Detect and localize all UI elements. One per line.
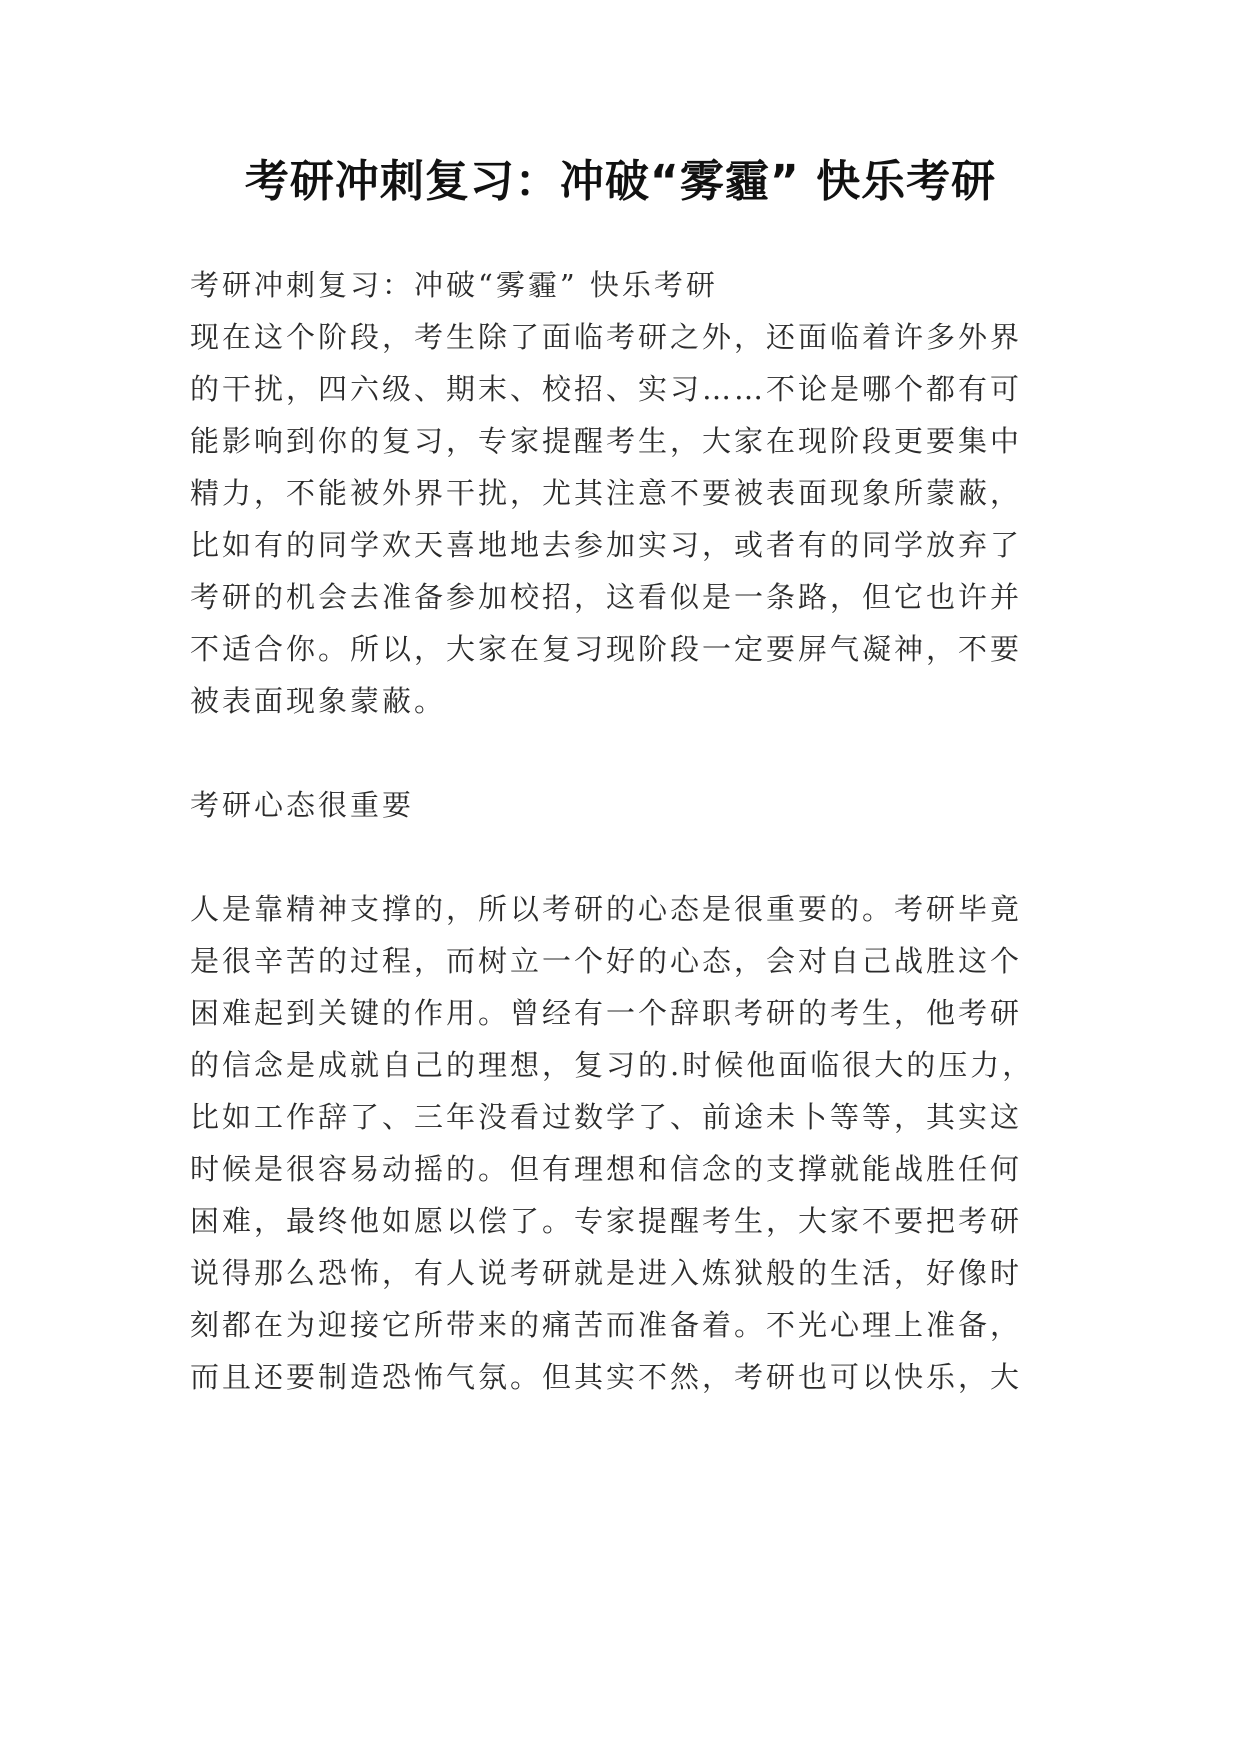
body-line: 人是靠精神支撑的，所以考研的心态是很重要的。考研毕竟 — [190, 892, 1023, 926]
body-line: 考研的机会去准备参加校招，这看似是一条路，但它也许并 — [190, 580, 1023, 614]
body-line: 被表面现象蒙蔽。 — [190, 684, 447, 718]
section-heading: 考研心态很重要 — [190, 788, 415, 822]
body-line: 的干扰，四六级、期末、校招、实习……不论是哪个都有可 — [190, 372, 1023, 406]
body-line: 是很辛苦的过程，而树立一个好的心态，会对自己战胜这个 — [190, 944, 1023, 978]
body-line: 而且还要制造恐怖气氛。但其实不然，考研也可以快乐，大 — [190, 1360, 1023, 1394]
body-line: 现在这个阶段，考生除了面临考研之外，还面临着许多外界 — [190, 320, 1023, 354]
document-title: 考研冲刺复习：冲破“雾霾” 快乐考研 — [244, 156, 997, 207]
body-line: 比如有的同学欢天喜地地去参加实习，或者有的同学放弃了 — [190, 528, 1023, 562]
body-line: 困难，最终他如愿以偿了。专家提醒考生，大家不要把考研 — [190, 1204, 1023, 1238]
body-line: 说得那么恐怖，有人说考研就是进入炼狱般的生活，好像时 — [190, 1256, 1023, 1290]
body-line: 时候是很容易动摇的。但有理想和信念的支撑就能战胜任何 — [190, 1152, 1023, 1186]
body-line: 刻都在为迎接它所带来的痛苦而准备着。不光心理上准备， — [190, 1308, 1023, 1342]
body-line: 比如工作辞了、三年没看过数学了、前途未卜等等，其实这 — [190, 1100, 1023, 1134]
body-line: 不适合你。所以，大家在复习现阶段一定要屏气凝神，不要 — [190, 632, 1023, 666]
body-line: 困难起到关键的作用。曾经有一个辞职考研的考生，他考研 — [190, 996, 1023, 1030]
body-line: 的信念是成就自己的理想，复习的.时候他面临很大的压力， — [190, 1048, 1035, 1082]
body-line: 精力，不能被外界干扰，尤其注意不要被表面现象所蒙蔽， — [190, 476, 1023, 510]
body-line: 能影响到你的复习，专家提醒考生，大家在现阶段更要集中 — [190, 424, 1023, 458]
subtitle-line: 考研冲刺复习：冲破“雾霾” 快乐考研 — [190, 268, 718, 302]
